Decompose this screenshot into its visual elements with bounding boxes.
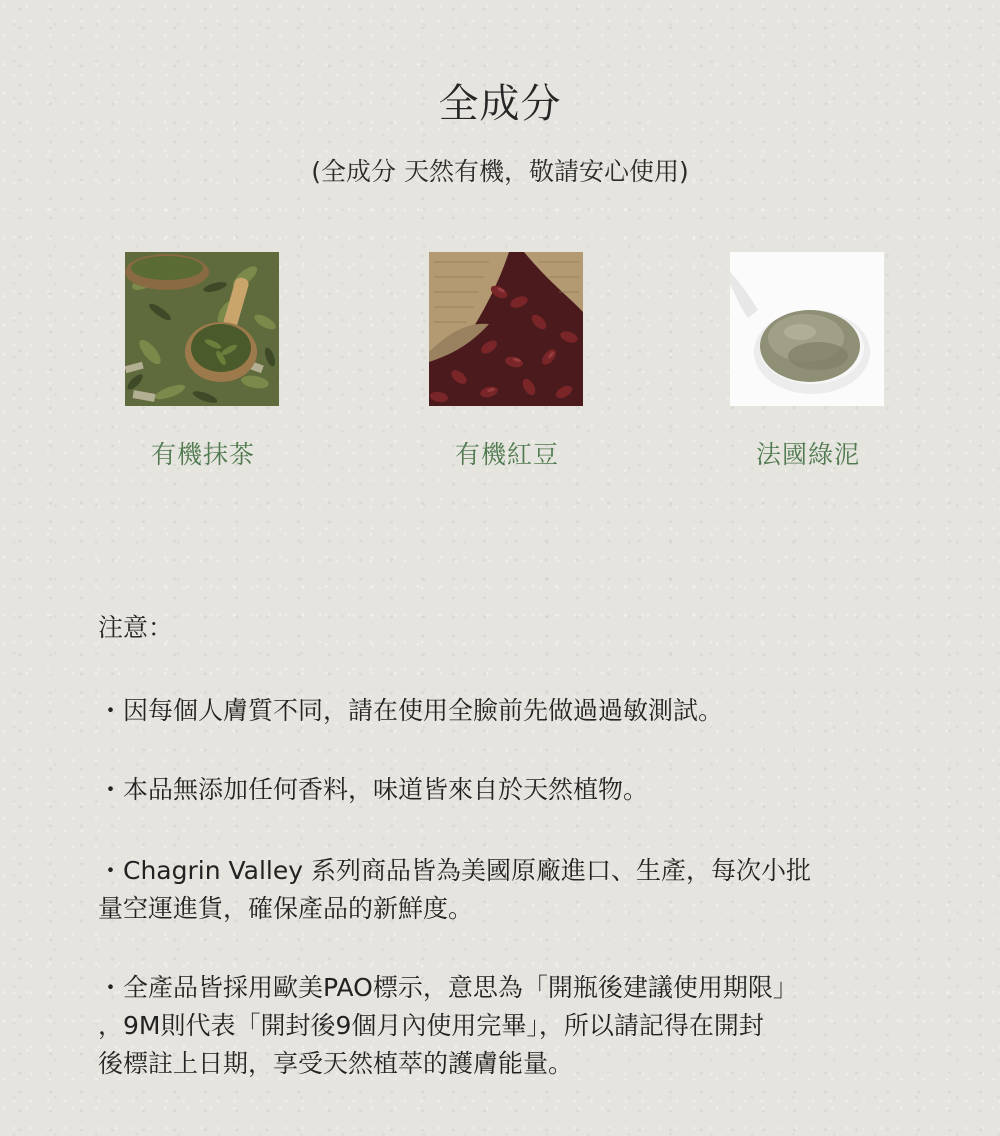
- ingredient-card-green-clay: [730, 252, 886, 469]
- notes-heading: 注意：: [98, 613, 174, 642]
- note-item: [98, 692, 918, 730]
- note-line: 後標註上日期，享受天然植萃的護膚能量。: [98, 1049, 574, 1078]
- ingredient-label: 有機抹茶: [150, 440, 255, 469]
- note-item: [98, 852, 918, 928]
- page-title: 全成分: [438, 81, 562, 127]
- ingredient-label: 有機紅豆: [454, 440, 559, 469]
- note-line: ，9M則代表「開封後9個月內使用完畢」，所以請記得在開封: [98, 1011, 764, 1040]
- matcha-leaves-image: [125, 252, 279, 406]
- note-line: ・因每個人膚質不同，請在使用全臉前先做過過敏測試。: [98, 696, 724, 725]
- note-line: ・Chagrin Valley 系列商品皆為美國原廠進口、生產，每次小批: [98, 856, 812, 885]
- red-beans-image: [429, 252, 583, 406]
- ingredient-card-red-beans: [429, 252, 585, 469]
- note-line: 量空運進貨，確保產品的新鮮度。: [98, 894, 474, 923]
- ingredient-card-matcha: [125, 252, 281, 469]
- ingredient-label: 法國綠泥: [755, 440, 860, 469]
- note-item: [98, 969, 918, 1083]
- green-clay-image: [730, 252, 884, 406]
- note-line: ・本品無添加任何香料，味道皆來自於天然植物。: [98, 775, 649, 804]
- note-line: ・全產品皆採用歐美PAO標示，意思為「開瓶後建議使用期限」: [98, 973, 798, 1002]
- page-subtitle: (全成分 天然有機，敬請安心使用): [311, 157, 689, 186]
- note-item: [98, 771, 918, 809]
